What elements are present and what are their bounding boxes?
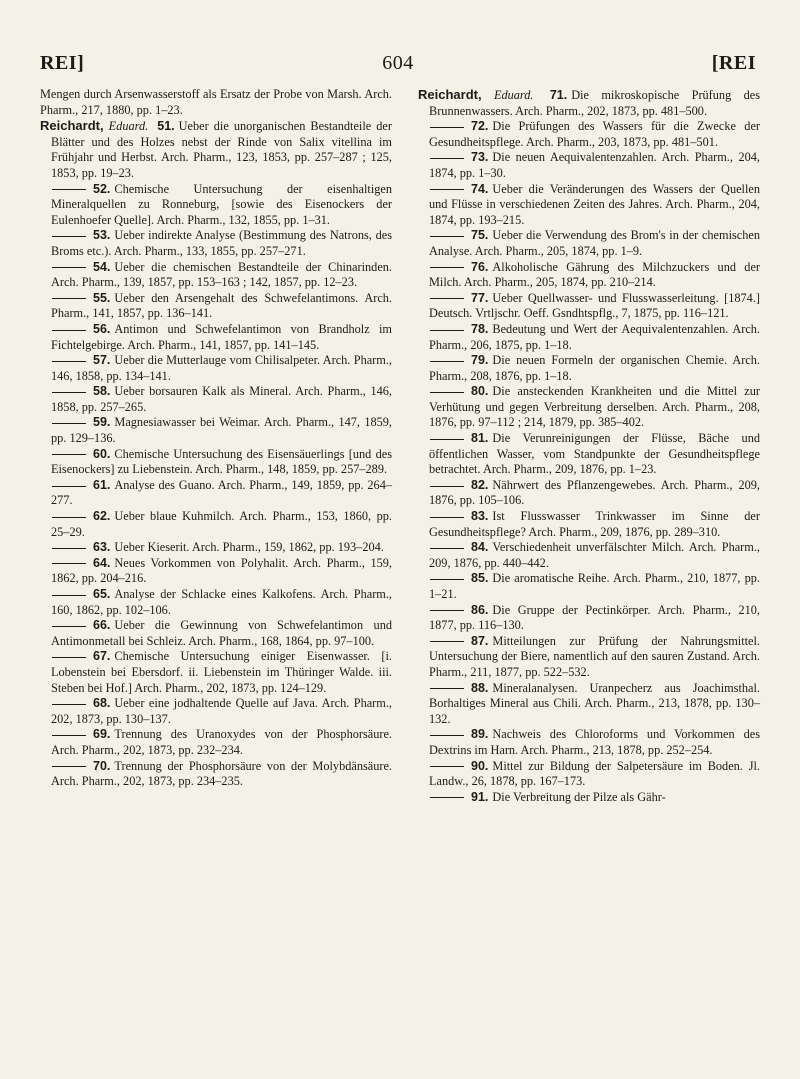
entry-number: 68. [93, 696, 111, 711]
entry-text: Die Gruppe der Pectinkörper. Arch. Pharm., 210, 1877, pp. 116–130. [429, 602, 760, 633]
ditto-dash [430, 797, 464, 798]
entry-number: 65. [93, 587, 111, 601]
entry-text: Ueber die Verwendung des Brom's in der chemischen Analyse. Arch. Pharm., 205, 1874, pp. 1–9. [429, 228, 760, 258]
ditto-dash [52, 454, 86, 455]
entry-number: 69. [93, 727, 111, 742]
bibliography-entry [40, 384, 392, 415]
entry-number: 83. [471, 509, 489, 524]
ditto-dash [430, 439, 464, 440]
ditto-dash [52, 423, 86, 424]
entry-number: 54. [93, 259, 111, 274]
bibliography-entry [418, 634, 760, 681]
entry-text: Ueber die unorganischen Bestandteile der Blätter und des Holzes nebst der Rinde von Salix vitellina im Frühjahr und Herbst. Arch. Pharm., 123, 1853, pp. 257–287 ; 125, 1853, pp. 19–23. [51, 119, 392, 180]
entry-number: 75. [471, 228, 489, 243]
bibliography-entry [40, 228, 392, 259]
entry-text: Ueber borsauren Kalk als Mineral. Arch. Pharm., 146, 1858, pp. 257–265. [51, 384, 392, 414]
author-given-name: Eduard. [108, 119, 149, 134]
entry-number: 90. [471, 758, 489, 773]
entry-number: 55. [93, 290, 111, 305]
entry-text: Die Verbreitung der Pilze als Gähr- [492, 789, 666, 804]
bibliography-entry [418, 681, 760, 728]
ditto-dash [430, 392, 464, 393]
entry-text: Neues Vorkommen von Polyhalit. Arch. Pharm., 159, 1862, pp. 204–216. [51, 555, 392, 586]
bibliography-entry [40, 618, 392, 649]
entry-number: 62. [93, 509, 111, 524]
entry-number: 88. [471, 680, 489, 695]
entry-number: 52. [93, 181, 111, 196]
entry-number: 56. [93, 321, 111, 336]
entry-text: Die neuen Aequivalentenzahlen. Arch. Pharm., 204, 1874, pp. 1–30. [429, 150, 760, 180]
bibliography-entry [40, 260, 392, 291]
bibliography-entry [418, 571, 760, 602]
bibliography-entry [418, 87, 760, 119]
entry-number: 63. [93, 540, 111, 555]
entry-number: 53. [93, 228, 111, 243]
entry-number: 87. [471, 633, 489, 648]
entry-text: Bedeutung und Wert der Aequivalentenzahlen. Arch. Pharm., 206, 1875, pp. 1–18. [429, 321, 760, 352]
ditto-dash [52, 236, 86, 237]
bibliography-entry [40, 727, 392, 758]
ditto-dash [430, 236, 464, 237]
entry-text: Die mikroskopische Prüfung des Brunnenwassers. Arch. Pharm., 202, 1873, pp. 481–500. [429, 88, 760, 118]
bibliography-entry [418, 540, 760, 571]
bibliography-entry [418, 353, 760, 384]
bibliography-entry [40, 509, 392, 540]
page-header [40, 52, 756, 78]
entry-number: 89. [471, 727, 489, 742]
bibliography-entry [40, 478, 392, 509]
ditto-dash [52, 517, 86, 518]
bibliography-entry [40, 759, 392, 790]
bibliography-entry [40, 649, 392, 696]
entry-number: 80. [471, 384, 489, 399]
entry-text: Ueber die Mutterlauge vom Chilisalpeter. Arch. Pharm., 146, 1858, pp. 134–141. [51, 353, 392, 383]
bibliography-entry [40, 587, 392, 618]
ditto-dash [52, 563, 86, 564]
ditto-dash [52, 766, 86, 767]
entry-text: Mengen durch Arsenwasserstoff als Ersatz der Probe von Marsh. Arch. Pharm., 217, 1880, pp. 1–23. [40, 87, 392, 117]
bibliography-entry [418, 182, 760, 229]
entry-text: Die Verunreinigungen der Flüsse, Bäche und öffentlichen Wasser, vom Standpunkte der Gesundheitspflege betrachtet. Arch. Pharm., 209, 1876, pp. 1–23. [429, 431, 760, 477]
bibliography-entry [418, 431, 760, 478]
entry-number: 73. [471, 150, 489, 165]
entry-number: 64. [93, 555, 111, 570]
entry-number: 79. [471, 353, 489, 368]
bibliography-entry [40, 118, 392, 181]
bibliography-entry [418, 150, 760, 181]
ditto-dash [430, 298, 464, 299]
ditto-dash [430, 127, 464, 128]
entry-number: 84. [471, 540, 489, 555]
author-name: Reichardt, [418, 87, 482, 102]
bibliography-entry [40, 556, 392, 587]
header-left-key: REI] [40, 52, 85, 74]
author-name: Reichardt, [40, 118, 104, 134]
ditto-dash [430, 267, 464, 268]
entry-number: 86. [471, 602, 489, 617]
bibliography-entry [418, 384, 760, 431]
entry-text: Ist Flusswasser Trinkwasser im Sinne der Gesundheitspflege? Arch. Pharm., 209, 1876, pp. 289–310. [429, 509, 760, 539]
bibliography-entry [418, 790, 760, 806]
bibliography-entry [418, 119, 760, 150]
bibliography-entry [40, 291, 392, 322]
entry-text: Die ansteckenden Krankheiten und die Mittel zur Verhütung und gegen Verbreitung derselben. Arch. Pharm., 208, 1876, pp. 97–112 ; 214, 1879, pp. 385–402. [429, 384, 760, 430]
ditto-dash [430, 548, 464, 549]
ditto-dash [52, 267, 86, 268]
ditto-dash [430, 330, 464, 331]
bibliography-entry [418, 322, 760, 353]
entry-text: Antimon und Schwefelantimon von Brandholz im Fichtelgebirge. Arch. Pharm., 141, 1857, pp. 141–145. [51, 321, 392, 352]
entry-number: 74. [471, 181, 489, 196]
page-number: 604 [382, 52, 414, 74]
entry-text: Ueber die Veränderungen des Wassers der Quellen und Flüsse in verschiedenen Zeiten des Jahres. Arch. Pharm., 204, 1874, pp. 193–215. [429, 181, 760, 227]
entry-text: Ueber eine jodhaltende Quelle auf Java. Arch. Pharm., 202, 1873, pp. 130–137. [51, 696, 392, 726]
entry-text: Ueber die Gewinnung von Schwefelantimon und Antimonmetall bei Schleiz. Arch. Pharm., 168, 1864, pp. 97–100. [51, 618, 392, 648]
entry-text: Alkoholische Gährung des Milchzuckers und der Milch. Arch. Pharm., 205, 1874, pp. 210–214. [429, 259, 760, 290]
entry-text: Ueber indirekte Analyse (Bestimmung des Natrons, des Broms etc.). Arch. Pharm., 133, 1855, pp. 257–271. [51, 228, 392, 258]
entry-text: Analyse der Schlacke eines Kalkofens. Arch. Pharm., 160, 1862, pp. 102–106. [51, 587, 392, 617]
ditto-dash [430, 486, 464, 487]
bibliography-entry [418, 228, 760, 259]
entry-text: Ueber blaue Kuhmilch. Arch. Pharm., 153, 1860, pp. 25–29. [51, 509, 392, 539]
bibliography-entry [418, 759, 760, 790]
ditto-dash [52, 657, 86, 658]
bibliography-entry [418, 603, 760, 634]
right-column [418, 87, 760, 805]
ditto-dash [52, 548, 86, 549]
entry-number: 67. [93, 649, 111, 664]
ditto-dash [52, 486, 86, 487]
bibliography-entry [418, 291, 760, 322]
entry-text: Die aromatische Reihe. Arch. Pharm., 210, 1877, pp. 1–21. [429, 571, 760, 601]
entry-number: 51. [157, 119, 175, 134]
entry-text: Nährwert des Pflanzengewebes. Arch. Pharm., 209, 1876, pp. 105–106. [429, 477, 760, 508]
ditto-dash [430, 361, 464, 362]
entry-text: Analyse des Guano. Arch. Pharm., 149, 1859, pp. 264–277. [51, 477, 392, 508]
entry-number: 81. [471, 431, 489, 446]
entry-number: 58. [93, 384, 111, 399]
entry-number: 71. [549, 88, 568, 102]
ditto-dash [430, 641, 464, 642]
ditto-dash [430, 517, 464, 518]
ditto-dash [52, 735, 86, 736]
entry-number: 76. [471, 259, 489, 274]
ditto-dash [430, 735, 464, 736]
entry-text: Ueber die chemischen Bestandteile der Chinarinden. Arch. Pharm., 139, 1857, pp. 153–163 ; 142, 1857, pp. 12–23. [51, 259, 392, 290]
entry-text: Verschiedenheit unverfälschter Milch. Arch. Pharm., 209, 1876, pp. 440–442. [429, 540, 760, 570]
bibliography-entry [40, 447, 392, 478]
bibliography-entry [40, 182, 392, 229]
bibliography-entry [40, 540, 392, 556]
entry-text: Chemische Untersuchung des Eisensäuerlings [und des Eisenockers] zu Liebenstein. Arch. Pharm., 148, 1859, pp. 257–289. [51, 446, 392, 477]
bibliography-entry [40, 353, 392, 384]
entry-text: Chemische Untersuchung einiger Eisenwasser. [i. Lobenstein bei Ebersdorf. ii. Liebenstein im Thüringer Walde. iii. Steben bei Hof.] Arch. Pharm., 202, 1873, pp. 124–129. [51, 649, 392, 695]
entry-number: 66. [93, 618, 111, 633]
entry-text: Ueber Kieserit. Arch. Pharm., 159, 1862, pp. 193–204. [114, 540, 384, 555]
ditto-dash [52, 626, 86, 627]
ditto-dash [52, 298, 86, 299]
ditto-dash [52, 704, 86, 705]
entry-text: Chemische Untersuchung der eisenhaltigen Mineralquellen zu Ronneburg, [sowie des Eisenockers der Eulenhoefer Quelle]. Arch. Pharm., 132, 1855, pp. 1–31. [51, 181, 392, 227]
entry-number: 77. [471, 290, 489, 305]
bibliography-entry [418, 727, 760, 758]
entry-number: 59. [93, 415, 111, 430]
entry-number: 85. [471, 571, 489, 586]
author-given-name: Eduard. [493, 88, 534, 102]
ditto-dash [430, 688, 464, 689]
entry-number: 57. [93, 353, 111, 368]
entry-text: Trennung des Uranoxydes von der Phosphorsäure. Arch. Pharm., 202, 1873, pp. 232–234. [51, 727, 392, 757]
bibliography-entry [40, 696, 392, 727]
ditto-dash [430, 158, 464, 159]
bibliography-entry [418, 478, 760, 509]
ditto-dash [430, 189, 464, 190]
entry-text: Mineralanalysen. Uranpecherz aus Joachimsthal. Borhaltiges Mineral aus Chili. Arch. Pharm., 213, 1878, pp. 130–132. [429, 680, 760, 726]
entry-text: Nachweis des Chloroforms und Vorkommen des Dextrins im Harn. Arch. Pharm., 213, 1878, pp. 252–254. [429, 727, 760, 757]
entry-number: 72. [471, 119, 489, 134]
left-column [40, 87, 392, 790]
ditto-dash [430, 610, 464, 611]
entry-text: Ueber Quellwasser- und Flusswasserleitung. [1874.] Deutsch. Vrtljschr. Oeff. Gsndhtspflg., 7, 1875, pp. 116–121. [429, 290, 760, 321]
ditto-dash [52, 330, 86, 331]
entry-number: 91. [471, 789, 489, 804]
ditto-dash [52, 189, 86, 190]
entry-number: 60. [93, 446, 111, 461]
ditto-dash [52, 392, 86, 393]
entry-number: 70. [93, 758, 111, 773]
ditto-dash [52, 595, 86, 596]
entry-text: Mitteilungen zur Prüfung der Nahrungsmittel. Untersuchung der Biere, namentlich auf den sauren Zustand. Arch. Pharm., 211, 1877, pp. 522–532. [429, 633, 760, 679]
entry-number: 82. [471, 477, 489, 492]
bibliography-entry [418, 509, 760, 540]
entry-text: Trennung der Phosphorsäure von der Molybdänsäure. Arch. Pharm., 202, 1873, pp. 234–235. [51, 758, 392, 789]
entry-number: 61. [93, 477, 111, 492]
ditto-dash [52, 361, 86, 362]
entry-text: Die neuen Formeln der organischen Chemie. Arch. Pharm., 208, 1876, pp. 1–18. [429, 353, 760, 383]
bibliography-entry [40, 87, 392, 118]
ditto-dash [430, 766, 464, 767]
bibliography-entry [40, 322, 392, 353]
entry-text: Die Prüfungen des Wassers für die Zwecke der Gesundheitspflege. Arch. Pharm., 203, 1873, pp. 481–501. [429, 119, 760, 149]
entry-text: Magnesiawasser bei Weimar. Arch. Pharm., 147, 1859, pp. 129–136. [51, 415, 392, 446]
entry-text: Ueber den Arsengehalt des Schwefelantimons. Arch. Pharm., 141, 1857, pp. 136–141. [51, 290, 392, 321]
bibliography-entry [418, 260, 760, 291]
ditto-dash [430, 579, 464, 580]
entry-text: Mittel zur Bildung der Salpetersäure im Boden. Jl. Landw., 26, 1878, pp. 167–173. [429, 758, 760, 789]
entry-number: 78. [471, 321, 489, 336]
bibliography-entry [40, 415, 392, 446]
header-right-key: [REI [711, 52, 756, 74]
